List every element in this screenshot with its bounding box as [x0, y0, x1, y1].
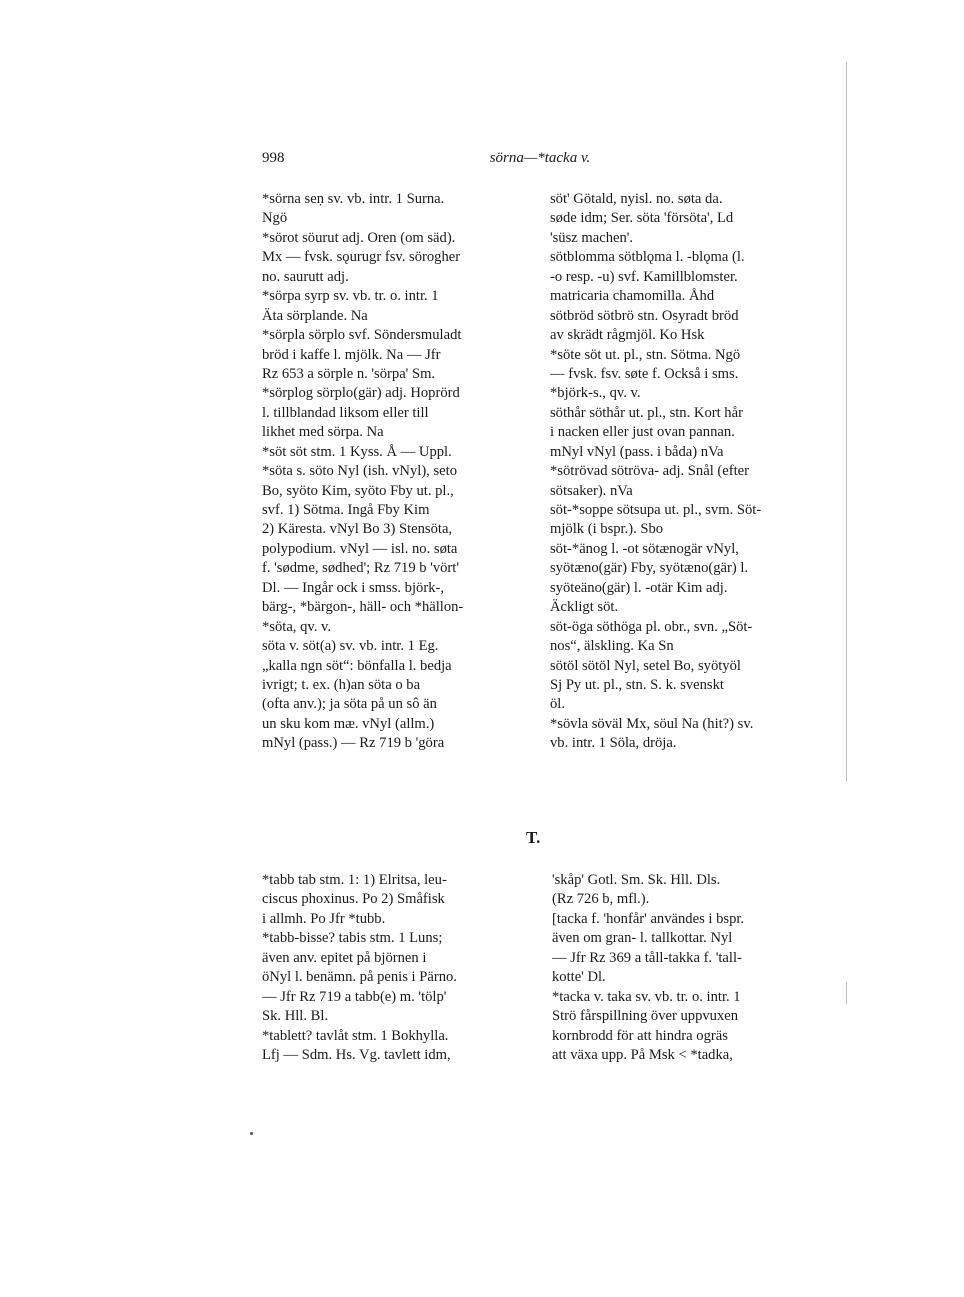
lower-left-column [262, 871, 534, 1065]
entry-line: sötsaker). nVa [550, 482, 633, 499]
entry-line: [tacka f. 'honfår' användes i bspr. [552, 910, 745, 927]
entry-line: ciscus phoxinus. Po 2) Småfisk [262, 891, 445, 908]
entry-line: syöteäno(gär) l. -otär Kim adj. [550, 579, 728, 596]
entry-line: av skrädt rågmjöl. Ko Hsk [550, 327, 705, 344]
entry-line: söt-*änog l. -ot sötænogär vNyl, [550, 540, 739, 557]
upper-left-column [262, 190, 534, 754]
entry-line: svf. 1) Sötma. Ingå Fby Kim [262, 502, 430, 518]
entry-line: 2) Käresta. vNyl Bo 3) Stensöta, [262, 521, 453, 538]
entry-line: *sövla söväl Mx, söul Na (hit?) sv. [550, 715, 754, 732]
entry-line: *söta s. söto Nyl (ish. vNyl), seto [262, 463, 457, 480]
entry-line: *björk-s., qv. v. [550, 385, 641, 402]
entry-line: mNyl (pass.) — Rz 719 b 'göra [262, 735, 445, 752]
entry-line: — Jfr Rz 719 a tabb(e) m. 'tölp' [262, 988, 447, 1005]
entry-line: no. saurutt adj. [262, 268, 349, 285]
entry-line: öl. [550, 696, 565, 713]
entry-line: i allmh. Po Jfr *tubb. [262, 910, 386, 927]
entry-line: Äta sörplande. Na [262, 307, 368, 324]
entry-line: — fvsk. fsv. søte f. Också i sms. [550, 365, 739, 382]
entry-line: sötblomma sötblǫma l. -blǫma (l. [550, 249, 745, 266]
entry-line: bröd i kaffe l. mjölk. Na — Jfr [262, 346, 441, 363]
entry-line: i nacken eller just ovan pannan. [550, 424, 735, 441]
entry-line: söt-*soppe sötsupa ut. pl., svm. Söt- [550, 502, 762, 518]
section-letter: T. [526, 828, 541, 847]
entry-line: söt' Götald, nyisl. no. søta da. [550, 191, 723, 207]
entry-line: Äckligt söt. [550, 599, 619, 616]
entry-line: likhet med sörpa. Na [262, 424, 384, 441]
entry-line: Bo, syöto Kim, syöto Fby ut. pl., [262, 482, 454, 499]
entry-line: bärg-, *bärgon-, häll- och *hällon- [262, 599, 464, 616]
entry-line: søde idm; Ser. söta 'försöta', Ld [550, 210, 734, 227]
entry-line: Rz 653 a sörple n. 'sörpa' Sm. [262, 365, 436, 382]
entry-line: söt-öga söthöga pl. obr., svn. „Söt- [550, 618, 753, 635]
entry-line: 'skåp' Gotl. Sm. Sk. Hll. Dls. [552, 872, 721, 888]
entry-line: *sörplog sörplo(gär) adj. Hoprörd [262, 385, 460, 402]
entry-line: 'süsz machen'. [550, 229, 634, 246]
entry-line: matricaria chamomilla. Åhd [550, 288, 715, 305]
entry-line: *söt söt stm. 1 Kyss. Å — Uppl. [262, 443, 452, 460]
entry-line: Strö fårspillning över uppvuxen [552, 1008, 739, 1025]
entry-line: kotte' Dl. [552, 969, 606, 986]
entry-line: *söte söt ut. pl., stn. Sötma. Ngö [550, 346, 741, 363]
entry-line: f. 'sødme, sødhed'; Rz 719 b 'vört' [262, 560, 459, 577]
running-head: sörna—*tacka v. [489, 150, 591, 166]
entry-line: *sörpla sörplo svf. Söndersmuladt [262, 327, 462, 344]
entry-line: Mx — fvsk. sǫurugr fsv. sörogher [262, 249, 461, 266]
entry-line: un sku kom mæ. vNyl (allm.) [262, 715, 435, 732]
entry-line: *sörpa syrp sv. vb. tr. o. intr. 1 [262, 288, 439, 305]
entry-line: ivrigt; t. ex. (h)an söta o ba [262, 676, 421, 693]
entry-line: även om gran- l. tallkottar. Nyl [552, 930, 733, 947]
entry-line: sötöl sötöl Nyl, setel Bo, syötyöl [550, 657, 741, 674]
entry-line: syötæno(gär) Fby, syötæno(gär) l. [550, 560, 749, 577]
scan-edge-line [846, 62, 847, 782]
entry-line: Lfj — Sdm. Hs. Vg. tavlett idm, [262, 1046, 451, 1063]
entry-line: *tacka v. taka sv. vb. tr. o. intr. 1 [552, 988, 741, 1005]
entry-line: *sörot söurut adj. Oren (om säd). [262, 229, 456, 246]
entry-line: (Rz 726 b, mfl.). [552, 891, 650, 908]
entry-line: -o resp. -u) svf. Kamillblomster. [550, 268, 738, 285]
lower-right-column [552, 871, 827, 1065]
entry-line: att växa upp. På Msk < *tadka, [552, 1046, 733, 1063]
entry-line: söthår söthår ut. pl., stn. Kort hår [550, 404, 743, 421]
entry-line: Dl. — Ingår ock i smss. björk-, [262, 579, 444, 596]
entry-line: polypodium. vNyl — isl. no. søta [262, 540, 458, 557]
entry-line: *sörna seṇ sv. vb. intr. 1 Surna. [262, 191, 445, 207]
entry-line: Sk. Hll. Bl. [262, 1008, 329, 1025]
entry-line: vb. intr. 1 Söla, dröja. [550, 735, 677, 752]
entry-line: (ofta anv.); ja söta på un sô än [262, 696, 437, 713]
entry-line: söta v. söt(a) sv. vb. intr. 1 Eg. [262, 638, 439, 655]
entry-line: *tabb-bisse? tabis stm. 1 Luns; [262, 930, 443, 947]
entry-line: mjölk (i bspr.). Sbo [550, 521, 664, 538]
entry-line: l. tillblandad liksom eller till [262, 404, 429, 421]
entry-line: *sötrövad sötröva- adj. Snål (efter [550, 463, 749, 480]
entry-line: nos“, älskling. Ka Sn [550, 638, 674, 655]
entry-line: Sj Py ut. pl., stn. S. k. svenskt [550, 676, 724, 693]
entry-line: *söta, qv. v. [262, 618, 332, 635]
scan-edge-mark [846, 982, 847, 1004]
entry-line: Ngö [262, 210, 288, 227]
entry-line: „kalla ngn söt“: bönfalla l. bedja [262, 657, 452, 674]
entry-line: — Jfr Rz 369 a tåll-takka f. 'tall- [552, 949, 742, 966]
entry-line: öNyl l. benämn. på penis i Pärno. [262, 969, 457, 986]
scan-speck [250, 1132, 253, 1135]
entry-line: mNyl vNyl (pass. i båda) nVa [550, 443, 724, 460]
entry-line: *tablett? tavlåt stm. 1 Bokhylla. [262, 1027, 449, 1044]
entry-line: även anv. epitet på björnen i [262, 949, 427, 966]
page-number: 998 [262, 150, 285, 166]
entry-line: *tabb tab stm. 1: 1) Elritsa, leu- [262, 872, 447, 888]
upper-right-column [550, 190, 825, 754]
entry-line: sötbröd sötbrö stn. Osyradt bröd [550, 307, 739, 324]
entry-line: kornbrodd för att hindra ogräs [552, 1027, 728, 1044]
